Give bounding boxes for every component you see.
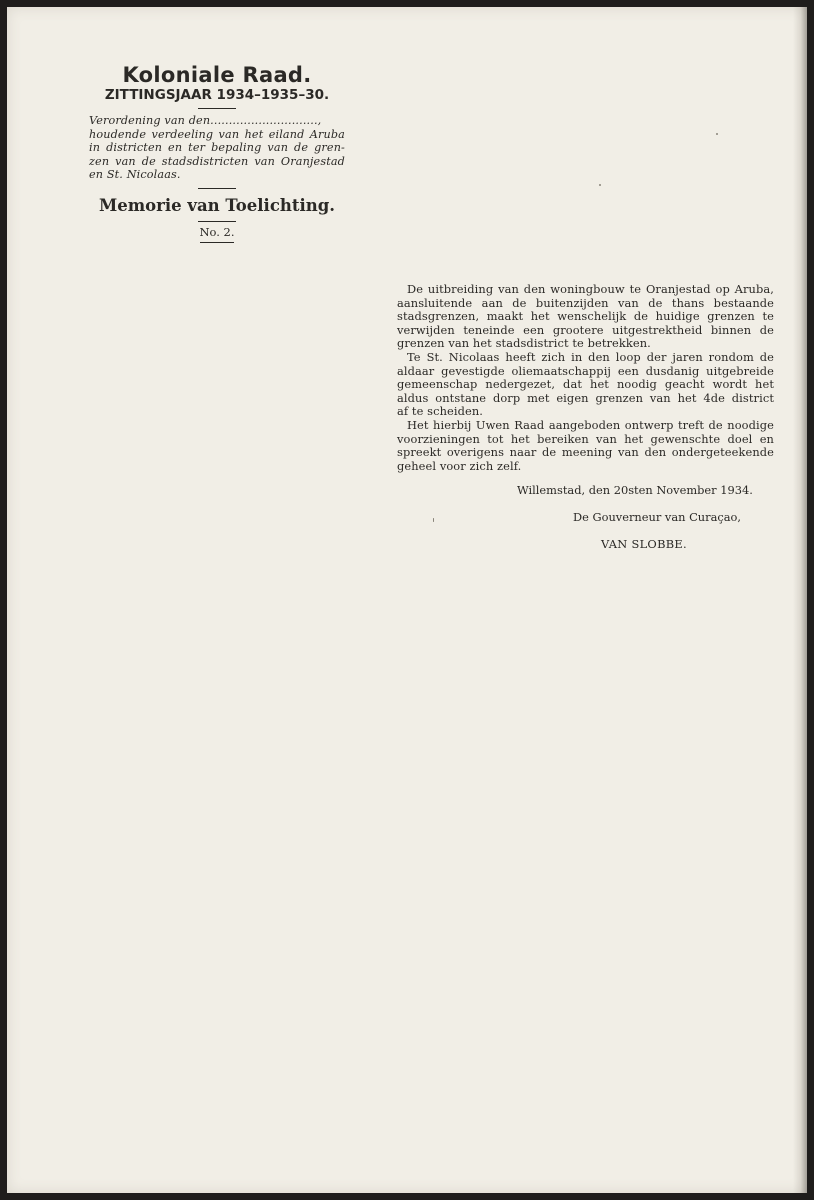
paper-speck bbox=[716, 133, 718, 135]
memorandum-body bbox=[397, 283, 774, 473]
memorie-title: Memorie van Toelichting. bbox=[98, 195, 336, 215]
header-divider bbox=[198, 108, 236, 109]
body-line: aldaar gevestigde oliemaatschappij een dusdanig uitgebreide bbox=[397, 363, 774, 378]
body-line: geheel voor zich zelf. bbox=[397, 458, 522, 473]
document-number: No. 2. bbox=[199, 224, 235, 239]
document-page bbox=[7, 7, 807, 1193]
body-line: gemeenschap nedergezet, dat het noodig geacht wordt het bbox=[397, 377, 774, 392]
council-title: Koloniale Raad. bbox=[122, 63, 312, 87]
body-line: af te scheiden. bbox=[397, 404, 484, 419]
ordinance-line: in districten en ter bepaling van de gren- bbox=[89, 141, 345, 155]
signoff-date: Willemstad, den 20sten November 1934. bbox=[517, 483, 753, 497]
paper-speck bbox=[599, 184, 601, 186]
body-line: aldus ontstane dorp met eigen grenzen van het 4de district bbox=[397, 390, 774, 405]
body-line: verwijden teneinde een grootere uitgestrektheid binnen de bbox=[397, 322, 774, 337]
body-line: aansluitende aan de buitenzijden van de thans bestaande bbox=[397, 295, 774, 310]
ordinance-line: houdende verdeeling van het eiland Aruba bbox=[89, 127, 345, 141]
body-line: Het hierbij Uwen Raad aangeboden ontwerp treft de noodige bbox=[407, 417, 774, 432]
body-line: De uitbreiding van den woningbouw te Oranjestad op Aruba, bbox=[407, 282, 774, 296]
body-line: spreekt overigens naar de meening van den ondergeteekende bbox=[397, 445, 774, 460]
body-line: Te St. Nicolaas heeft zich in den loop der jaren rondom de bbox=[407, 349, 774, 364]
signoff-role: De Gouverneur van Curaçao, bbox=[573, 510, 742, 524]
body-line: grenzen van het stadsdistrict te betrekken. bbox=[397, 336, 651, 351]
paper-speck bbox=[433, 518, 434, 522]
document-header bbox=[89, 63, 345, 243]
session-year: ZITTINGSJAAR 1934–1935–30. bbox=[104, 87, 330, 103]
ordinance-line: en St. Nicolaas. bbox=[89, 168, 181, 182]
header-divider bbox=[200, 242, 234, 243]
body-line: voorzieningen tot het bereiken van het gewenschte doel en bbox=[397, 431, 774, 446]
signoff-name: VAN SLOBBE. bbox=[601, 537, 687, 551]
ordinance-line: Verordening van den............................., bbox=[89, 114, 322, 127]
ordinance-description bbox=[89, 114, 345, 182]
header-divider bbox=[198, 188, 236, 189]
ordinance-line: zen van de stadsdistricten van Oranjestad bbox=[89, 154, 345, 168]
body-line: stadsgrenzen, maakt het wenschelijk de huidige grenzen te bbox=[397, 309, 774, 324]
header-divider bbox=[198, 221, 236, 222]
